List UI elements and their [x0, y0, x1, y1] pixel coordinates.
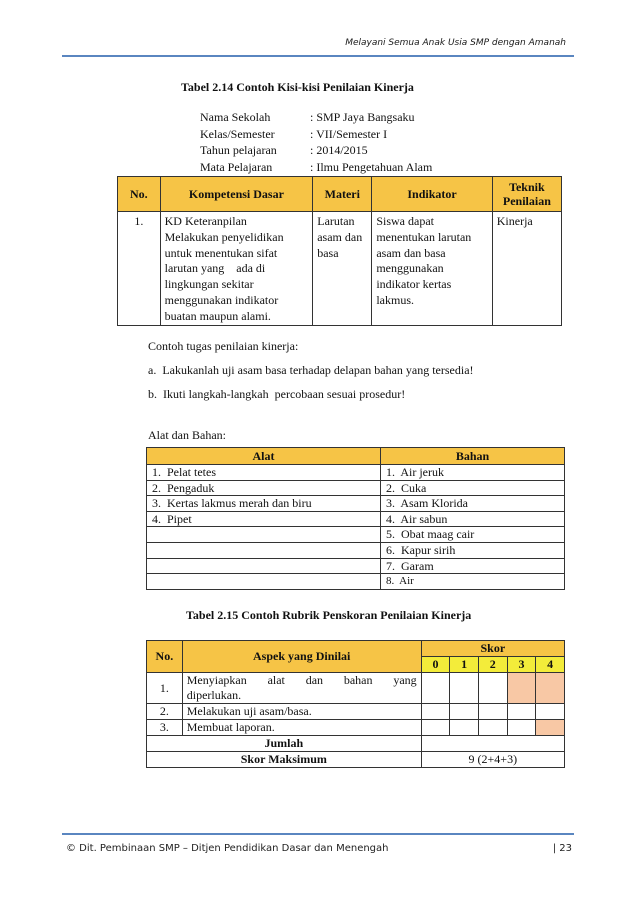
score-cell [536, 720, 565, 736]
tugas-item: b. Ikuti langkah-langkah percobaan sesuai prosedur! [148, 387, 406, 401]
score-cell [478, 720, 507, 736]
score-cell [421, 720, 450, 736]
alat-bahan-heading: Alat dan Bahan: [148, 428, 226, 442]
jumlah-row: Jumlah [147, 736, 565, 752]
indikator-cell: Siswa dapat menentukan larutan asam dan basa menggunakan indikator kertas lakmus. [372, 212, 492, 326]
col-header: Skor [421, 641, 564, 657]
score-header: 2 [478, 657, 507, 673]
header-rule [62, 55, 574, 57]
col-header: Alat [147, 448, 381, 465]
school-info [200, 109, 432, 175]
score-header: 0 [421, 657, 450, 673]
info-row: Tahun pelajaran : 2014/2015 [200, 143, 368, 157]
table-2-15-title: Tabel 2.15 Contoh Rubrik Penskoran Penilaian Kinerja [186, 608, 472, 622]
score-header: 1 [450, 657, 479, 673]
score-cell [421, 704, 450, 720]
table-row: 2. Melakukan uji asam/basa. [147, 704, 565, 720]
score-cell [507, 704, 536, 720]
table-row: 3. Kertas lakmus merah dan biru 3. Asam Klorida [147, 496, 565, 512]
materi-cell: Larutan asam dan basa [313, 212, 372, 326]
table-header-row [118, 177, 562, 212]
table-row: 7. Garam [147, 558, 565, 574]
tugas-item: a. Lakukanlah uji asam basa terhadap delapan bahan yang tersedia! [148, 363, 474, 377]
table-header-row [147, 448, 565, 465]
info-row: Mata Pelajaran : Ilmu Pengetahuan Alam [200, 159, 433, 174]
kd-cell: KD Keteranpilan Melakukan penyelidikan untuk menentukan sifat larutan yang ada di lingkungan sekitar menggunakan indikator buatan maupun alami. [160, 212, 313, 326]
table-row: 6. Kapur sirih [147, 542, 565, 558]
score-header: 3 [507, 657, 536, 673]
score-cell [450, 673, 479, 704]
table-row: 1. Menyiapkan alat dan bahan yang diperlukan. [147, 673, 565, 704]
col-header: Aspek yang Dinilai [182, 641, 421, 673]
table-row: 5. Obat maag cair [147, 527, 565, 543]
col-header: Teknik Penilaian [492, 177, 561, 212]
table-row: 2. Pengaduk 2. Cuka [147, 480, 565, 496]
col-header: Bahan [381, 448, 565, 465]
score-header: 4 [536, 657, 565, 673]
score-cell [507, 720, 536, 736]
info-row: Nama Sekolah : SMP Jaya Bangsaku [200, 110, 415, 124]
footer-text: © Dit. Pembinaan SMP – Ditjen Pendidikan Dasar dan Menengah [66, 843, 389, 854]
table-row: 8. Air [147, 574, 565, 590]
table-row: 1. Pelat tetes 1. Air jeruk [147, 465, 565, 481]
running-header: Melayani Semua Anak Usia SMP dengan Amanah [345, 38, 566, 48]
table-row: 3. Membuat laporan. [147, 720, 565, 736]
table-2-14-title: Tabel 2.14 Contoh Kisi-kisi Penilaian Kinerja [181, 80, 414, 94]
kisi-kisi-table [117, 176, 562, 326]
score-cell [450, 720, 479, 736]
page-number: | 23 [552, 843, 572, 854]
score-cell [536, 673, 565, 704]
skor-maksimum-row: Skor Maksimum 9 (2+4+3) [147, 752, 565, 768]
col-header: Kompetensi Dasar [160, 177, 313, 212]
col-header: Indikator [372, 177, 492, 212]
col-header: No. [118, 177, 161, 212]
col-header: No. [147, 641, 183, 673]
score-cell [507, 673, 536, 704]
info-row: Kelas/Semester : VII/Semester I [200, 126, 388, 141]
footer-rule [62, 833, 574, 835]
table-row: 4. Pipet 4. Air sabun [147, 511, 565, 527]
score-cell [478, 673, 507, 704]
score-cell [536, 704, 565, 720]
score-cell [450, 704, 479, 720]
score-cell [478, 704, 507, 720]
col-header: Materi [313, 177, 372, 212]
score-cell [421, 673, 450, 704]
rubrik-table [146, 640, 565, 768]
teknik-cell: Kinerja [492, 212, 561, 326]
tugas-heading: Contoh tugas penilaian kinerja: [148, 339, 299, 353]
table-row: 1. KD Keteranpilan Melakukan penyelidikan untuk menentukan sifat larutan yang ada di lingkungan sekitar menggunakan indikator buatan maupun alami. Larutan asam dan basa Siswa dapat menentukan larutan asam dan basa menggunakan indikator kertas lakmus. Kinerja [118, 212, 562, 326]
table-header-row [147, 641, 565, 657]
alat-bahan-table [146, 447, 565, 590]
